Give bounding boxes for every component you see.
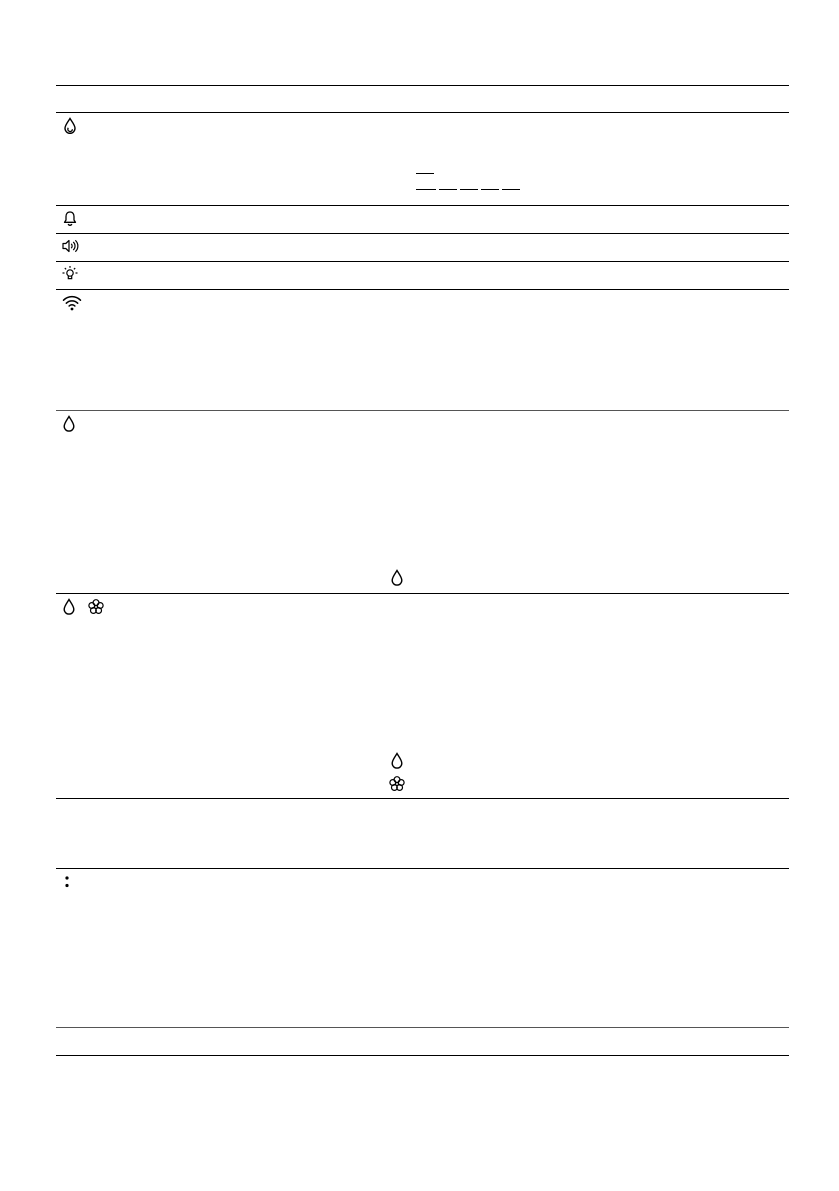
row-divider	[56, 868, 789, 869]
flower-icon	[388, 775, 406, 793]
water-hardness-icon	[62, 117, 78, 135]
table-bottom-rule	[56, 1055, 789, 1056]
water-drop-icon	[62, 415, 76, 433]
header-divider	[56, 112, 789, 113]
hardness-level-bar-long	[416, 189, 520, 190]
row-divider	[56, 289, 789, 290]
row-divider	[56, 1027, 789, 1028]
row-divider	[56, 410, 789, 411]
row-divider	[56, 205, 789, 206]
water-drop-icon	[390, 752, 404, 770]
speaker-volume-icon	[61, 238, 79, 254]
hardness-bar-gap-3	[478, 187, 481, 191]
row-divider	[56, 593, 789, 594]
table-header-rule	[56, 85, 789, 86]
flower-icon	[87, 598, 105, 616]
wifi-icon	[62, 294, 82, 311]
water-drop-icon	[390, 569, 404, 587]
light-bulb-icon	[61, 265, 79, 282]
row-divider	[56, 261, 789, 262]
hardness-level-bar-short	[416, 173, 434, 174]
bell-icon	[62, 210, 78, 227]
hardness-bar-gap-1	[436, 187, 439, 191]
water-drop-icon	[62, 598, 76, 616]
hardness-bar-gap-4	[499, 187, 502, 191]
row-divider	[56, 798, 789, 799]
row-divider	[56, 233, 789, 234]
vertical-dots-icon	[63, 873, 71, 891]
hardness-bar-gap-2	[457, 187, 460, 191]
